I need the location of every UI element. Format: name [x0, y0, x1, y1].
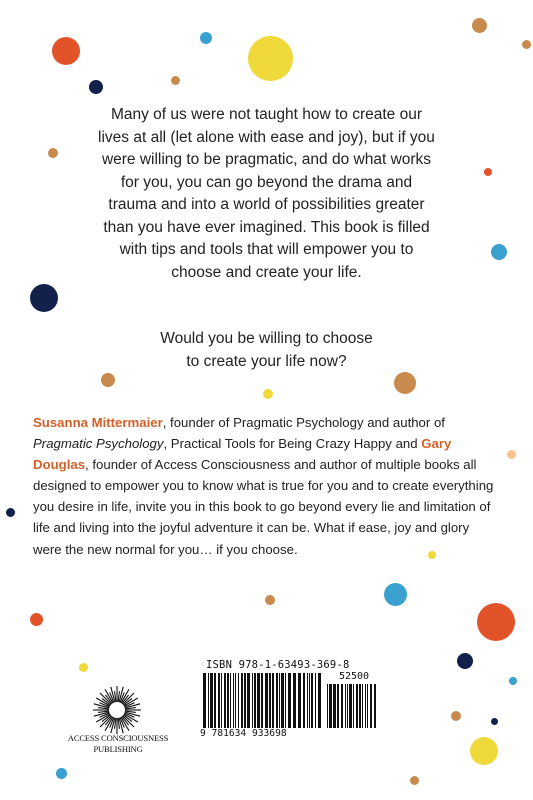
author-name-2: Gary Douglas	[33, 436, 452, 473]
price-code: 52500	[338, 671, 370, 682]
decorative-dot	[56, 768, 67, 779]
question-block	[120, 328, 413, 373]
decorative-dot	[171, 76, 180, 85]
question-line-1: Would you be willing to choose	[160, 330, 373, 347]
blurb-text: Many of us were not taught how to create our lives at all (let alone with ease and joy), but if you were willing to be pragmatic, and do what works for you, you can go beyond the drama and trauma and into a world of possibilities greater than you have ever imagined. This book is filled with tips and tools that will empower you to choose and create your life.	[98, 106, 435, 281]
bio-text-3: , founder of Access Consciousness and author of multiple books all designed to empower you to know what is true for you and to create everything you desire in life, invite you in this book to go beyond every lie and limitation of life and living into the joyful adventure it can be. What if ease, joy and glory were the new normal for you… if you choose.	[33, 457, 494, 557]
decorative-dot	[472, 18, 487, 33]
decorative-dot	[265, 595, 275, 605]
decorative-dot	[89, 80, 103, 94]
decorative-dot	[477, 603, 515, 641]
question-line-2: to create your life now?	[186, 352, 347, 370]
decorative-dot	[30, 613, 43, 626]
decorative-dot	[248, 36, 293, 81]
book-title: Pragmatic Psychology	[33, 436, 164, 452]
decorative-dot	[263, 389, 273, 399]
decorative-dot	[52, 37, 80, 65]
decorative-dot	[384, 583, 407, 606]
blurb-paragraph	[96, 104, 437, 284]
author-name-1: Susanna Mittermaier	[33, 415, 163, 430]
publisher-name	[50, 733, 186, 754]
bio-text-2: , Practical Tools for Being Crazy Happy and	[163, 436, 422, 452]
decorative-dot	[451, 711, 461, 721]
decorative-dot	[101, 373, 115, 387]
decorative-dot	[509, 677, 517, 685]
decorative-dot	[470, 737, 498, 765]
publisher-logo-icon	[92, 685, 142, 735]
decorative-dot	[30, 284, 58, 312]
decorative-dot	[394, 372, 416, 394]
decorative-dot	[507, 450, 516, 459]
decorative-dot	[79, 663, 88, 672]
decorative-dot	[410, 776, 419, 785]
decorative-dot	[457, 653, 473, 669]
author-bio	[33, 412, 501, 560]
publisher-line-1: ACCESS CONSCIOUSNESS	[67, 733, 169, 743]
decorative-dot	[491, 718, 498, 725]
publisher-line-2: PUBLISHING	[93, 743, 143, 754]
decorative-dot	[200, 32, 212, 44]
isbn-digits: 9 781634 933698	[200, 728, 287, 739]
price-barcode	[327, 684, 377, 728]
decorative-dot	[48, 148, 58, 158]
isbn-barcode	[203, 673, 323, 728]
isbn-label: ISBN 978-1-63493-369-8	[206, 659, 350, 671]
bio-text-1: , founder of Pragmatic Psychology and author of	[162, 415, 445, 430]
decorative-dot	[6, 508, 15, 517]
decorative-dot	[484, 168, 492, 176]
decorative-dot	[491, 244, 507, 260]
decorative-dot	[522, 40, 531, 49]
